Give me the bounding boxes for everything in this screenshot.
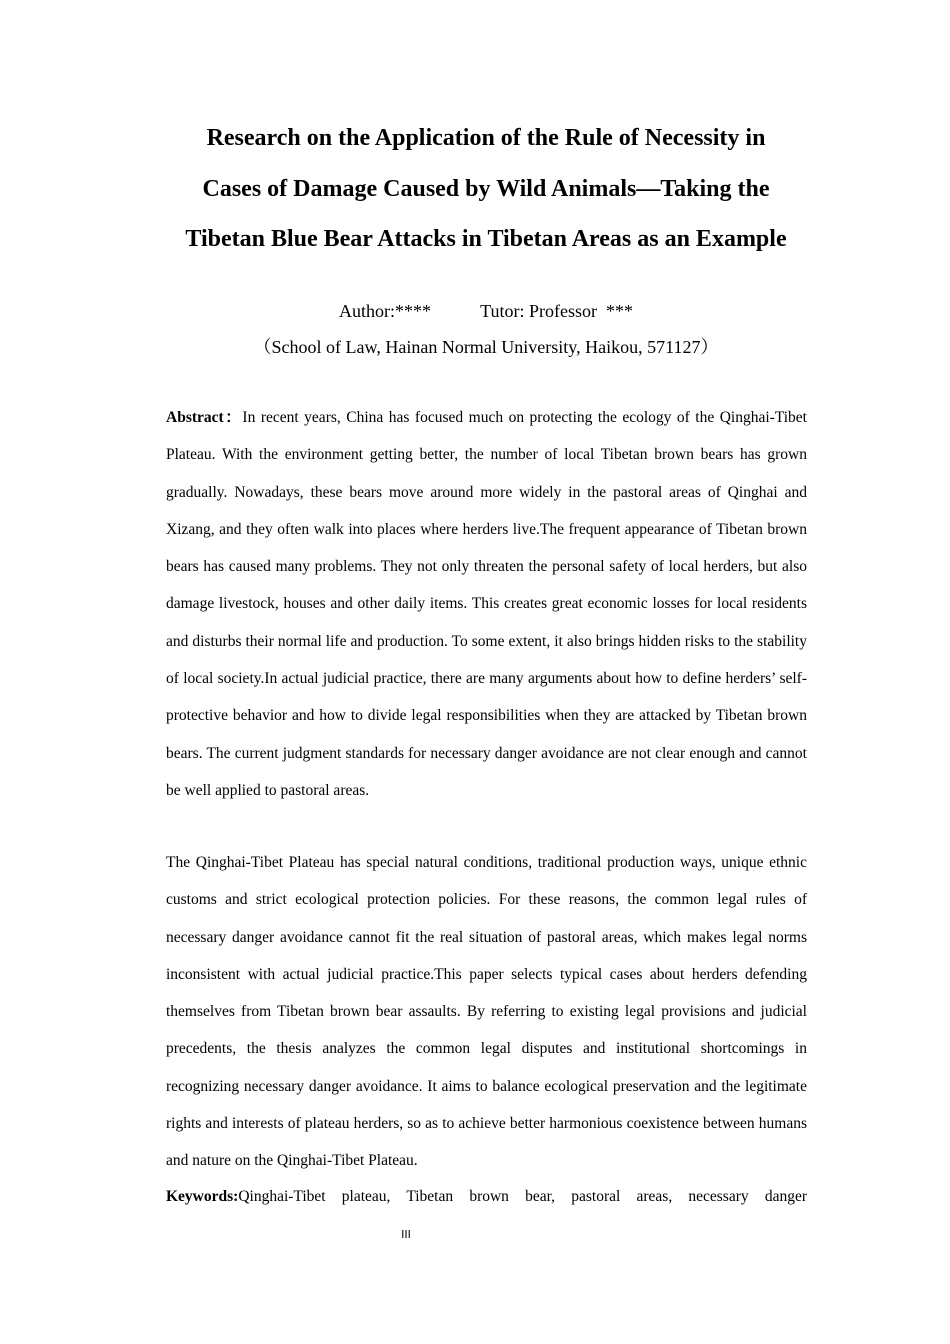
keywords-line [166,1178,807,1215]
abstract-label: Abstract： [166,409,243,426]
title-line-1: Research on the Application of the Rule of Necessity in [206,125,766,151]
affiliation: （School of Law, Hainan Normal University, Haikou, 571127） [253,337,719,357]
author-tutor-line: Author:**** Tutor: Professor *** [338,301,634,321]
abstract-paragraph-2: The Qinghai-Tibet Plateau has special natural conditions, traditional production ways, unique ethnic customs and strict ecological protection policies. For these reasons, the common legal rules of necessary danger avoidance cannot fit the real situation of pastoral areas, which makes legal norms inconsistent with actual judicial practice.This paper selects typical cases about herders defending themselves from Tibetan brown bear assaults. By referring to existing legal provisions and judicial precedents, the thesis analyzes the common legal disputes and institutional shortcomings in recognizing necessary danger avoidance. It aims to balance ecological preservation and the legitimate rights and interests of plateau herders, so as to achieve better harmonious coexistence between humans and nature on the Qinghai-Tibet Plateau. [166,854,807,1170]
abstract-paragraph [166,399,807,809]
title-line-2: Cases of Damage Caused by Wild Animals—Taking the [202,175,770,202]
page-number: III [401,1228,411,1241]
title-line-3: Tibetan Blue Bear Attacks in Tibetan Areas as an Example [185,226,787,252]
abstract-text: In recent years, China has focused much on protecting the ecology of the Qinghai-Tibet Plateau. With the environment getting better, the number of local Tibetan brown bears has grown gradually. Nowadays, these bears move around more widely in the pastoral areas of Qinghai and Xizang, and they often walk into places where herders live.The frequent appearance of Tibetan brown bears has caused many problems. They not only threaten the personal safety of local herders, but also damage livestock, houses and other daily items. This creates great economic losses for local residents and disturbs their normal life and production. To some extent, it also brings hidden risks to the stability of local society.In actual judicial practice, there are many arguments about how to define herders’ self-protective behavior and how to divide legal responsibilities when they are attacked by Tibetan brown bears. The current judgment standards for necessary danger avoidance are not clear enough and cannot be well applied to pastoral areas. [166,409,807,799]
keywords-label: Keywords: [166,1188,239,1205]
paper-title [150,113,822,265]
keywords-text: Qinghai-Tibet plateau, Tibetan brown bear, pastoral areas, necessary danger [238,1188,807,1205]
